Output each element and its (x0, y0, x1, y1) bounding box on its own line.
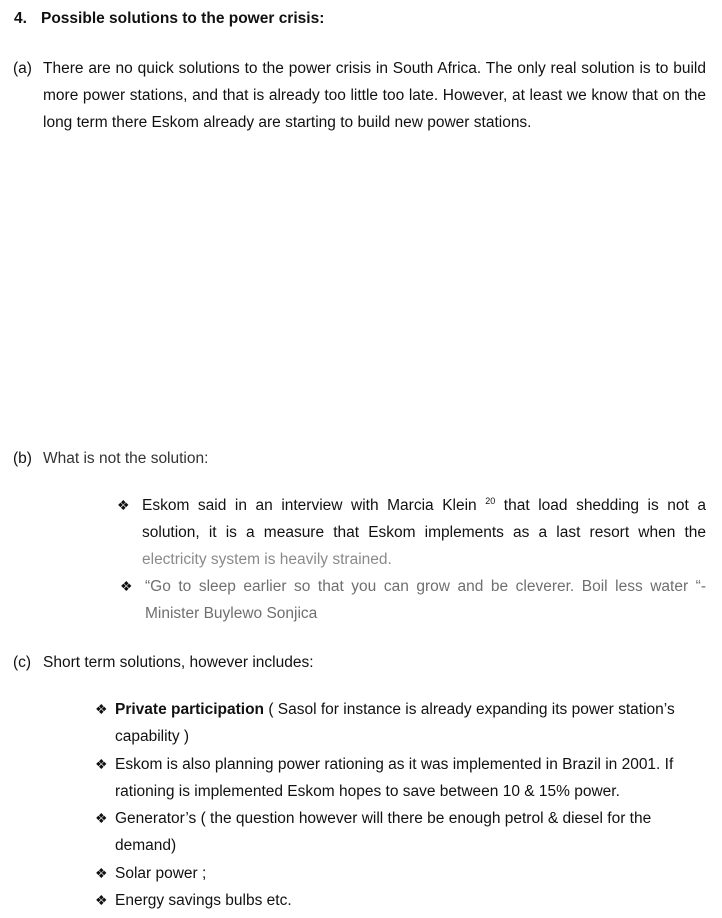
list-item-text-part: Eskom said in an interview with Marcia Klein (142, 497, 486, 514)
quote-text: “Go to sleep earlier so that you can grow and be cleverer. Boil less water “- Minister Buylewo Sonjica (145, 578, 706, 622)
list-item (120, 573, 707, 629)
bullet-diamond-icon: ❖ (95, 865, 108, 881)
bullet-diamond-icon: ❖ (95, 810, 108, 826)
bullet-diamond-icon: ❖ (95, 892, 108, 908)
list-item (95, 805, 707, 861)
list-item (95, 860, 707, 888)
list-item-text: Energy savings bulbs etc. (115, 892, 292, 909)
list-item-text-part: that load shedding is not a solution, it is a measure that Eskom implements as a last resort when the (142, 497, 706, 541)
paragraph-a-text: There are no quick solutions to the power crisis in South Africa. The only real solution is to build more power stations, and that is already too little too late. However, at least we know that on the long term there Eskom already are starting to build new power stations. (43, 60, 706, 131)
list-item-text: Eskom is also planning power rationing as it was implemented in Brazil in 2001. If rationing is implemented Eskom hopes to save between 10 & 15% power. (115, 756, 674, 800)
list-item-text-faded: electricity system is heavily strained. (142, 551, 392, 568)
list-item-bold: Private participation (115, 701, 265, 718)
paragraph-b-label: (b) (13, 450, 32, 467)
section-number: 4. (14, 10, 27, 27)
paragraph-b-text: What is not the solution: (43, 450, 209, 467)
list-item (95, 887, 707, 915)
footnote-marker: 20 (485, 496, 496, 506)
list-item (95, 696, 707, 752)
list-item-text (115, 696, 695, 750)
bullet-diamond-icon: ❖ (117, 497, 130, 513)
section-title: Possible solutions to the power crisis: (41, 10, 325, 27)
paragraph-a-label: (a) (13, 60, 32, 77)
bullet-diamond-icon: ❖ (120, 578, 133, 594)
paragraph-c-text: Short term solutions, however includes: (43, 654, 314, 671)
paragraph-c-label: (c) (13, 654, 32, 671)
list-item-text: Generator’s ( the question however will there be enough petrol & diesel for the demand) (115, 810, 652, 854)
list-item-text (142, 492, 706, 573)
list-item (117, 492, 707, 576)
list-item-text-part: ( Sasol for instance is already expanding its power station’s capability ) (115, 701, 675, 745)
bullet-diamond-icon: ❖ (95, 701, 108, 717)
bullet-diamond-icon: ❖ (95, 756, 108, 772)
list-item (95, 751, 707, 807)
list-item-text: Solar power ; (115, 865, 207, 882)
section-heading (14, 8, 324, 30)
